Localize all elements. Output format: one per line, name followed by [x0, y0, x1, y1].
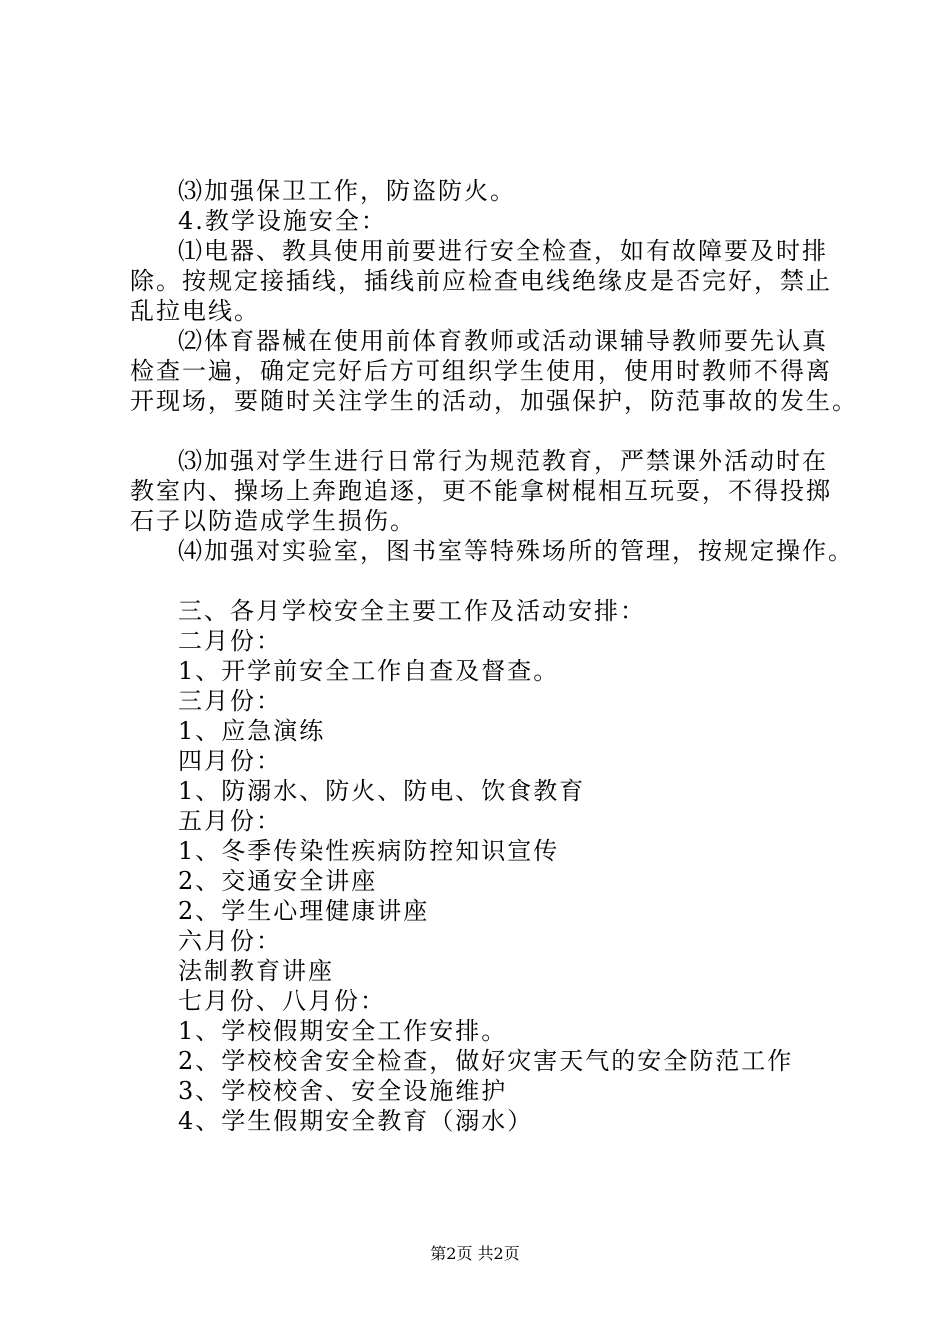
list-item: 2、学生心理健康讲座 [178, 897, 430, 925]
paragraph-line: ⑶加强对学生进行日常行为规范教育，严禁课外活动时在 [178, 447, 828, 475]
section-heading: 4.教学设施安全： [178, 207, 387, 235]
list-item: 2、学校校舍安全检查，做好灾害天气的安全防范工作 [178, 1047, 794, 1075]
paragraph-line: 乱拉电线。 [130, 297, 260, 325]
paragraph-line: 开现场，要随时关注学生的活动，加强保护，防范事故的发生。 [130, 387, 858, 415]
list-item: 1、应急演练 [178, 717, 326, 745]
paragraph-line: 除。按规定接插线，插线前应检查电线绝缘皮是否完好，禁止 [130, 267, 832, 295]
paragraph-line: 石子以防造成学生损伤。 [130, 507, 416, 535]
paragraph-line: ⑶加强保卫工作，防盗防火。 [178, 177, 516, 205]
list-item: 1、开学前安全工作自查及督查。 [178, 657, 560, 685]
list-item: 法制教育讲座 [178, 957, 334, 985]
list-item: 1、冬季传染性疾病防控知识宣传 [178, 837, 560, 865]
month-heading: 六月份： [178, 927, 282, 955]
list-item: 1、防溺水、防火、防电、饮食教育 [178, 777, 586, 805]
paragraph-line: 教室内、操场上奔跑追逐，更不能拿树棍相互玩耍，不得投掷 [130, 477, 832, 505]
paragraph-gap [130, 566, 840, 596]
paragraph-line: ⑵体育器械在使用前体育教师或活动课辅导教师要先认真 [178, 327, 828, 355]
page-number-footer: 第2页 共2页 [430, 1244, 520, 1263]
list-item: 4、学生假期安全教育（溺水） [178, 1107, 534, 1135]
paragraph-line: 检查一遍，确定完好后方可组织学生使用，使用时教师不得离 [130, 357, 832, 385]
document-body [130, 176, 858, 1136]
list-item: 1、学校假期安全工作安排。 [178, 1017, 508, 1045]
section-heading: 三、各月学校安全主要工作及活动安排： [178, 597, 646, 625]
paragraph-line: ⑴电器、教具使用前要进行安全检查，如有故障要及时排 [178, 237, 828, 265]
list-item: 3、学校校舍、安全设施维护 [178, 1077, 508, 1105]
month-heading: 五月份： [178, 807, 282, 835]
list-item: 2、交通安全讲座 [178, 867, 378, 895]
month-heading: 七月份、八月份： [178, 987, 386, 1015]
paragraph-line: ⑷加强对实验室，图书室等特殊场所的管理，按规定操作。 [178, 537, 854, 565]
month-heading: 四月份： [178, 747, 282, 775]
month-heading: 二月份： [178, 627, 282, 655]
month-heading: 三月份： [178, 687, 282, 715]
paragraph-gap [130, 416, 840, 446]
